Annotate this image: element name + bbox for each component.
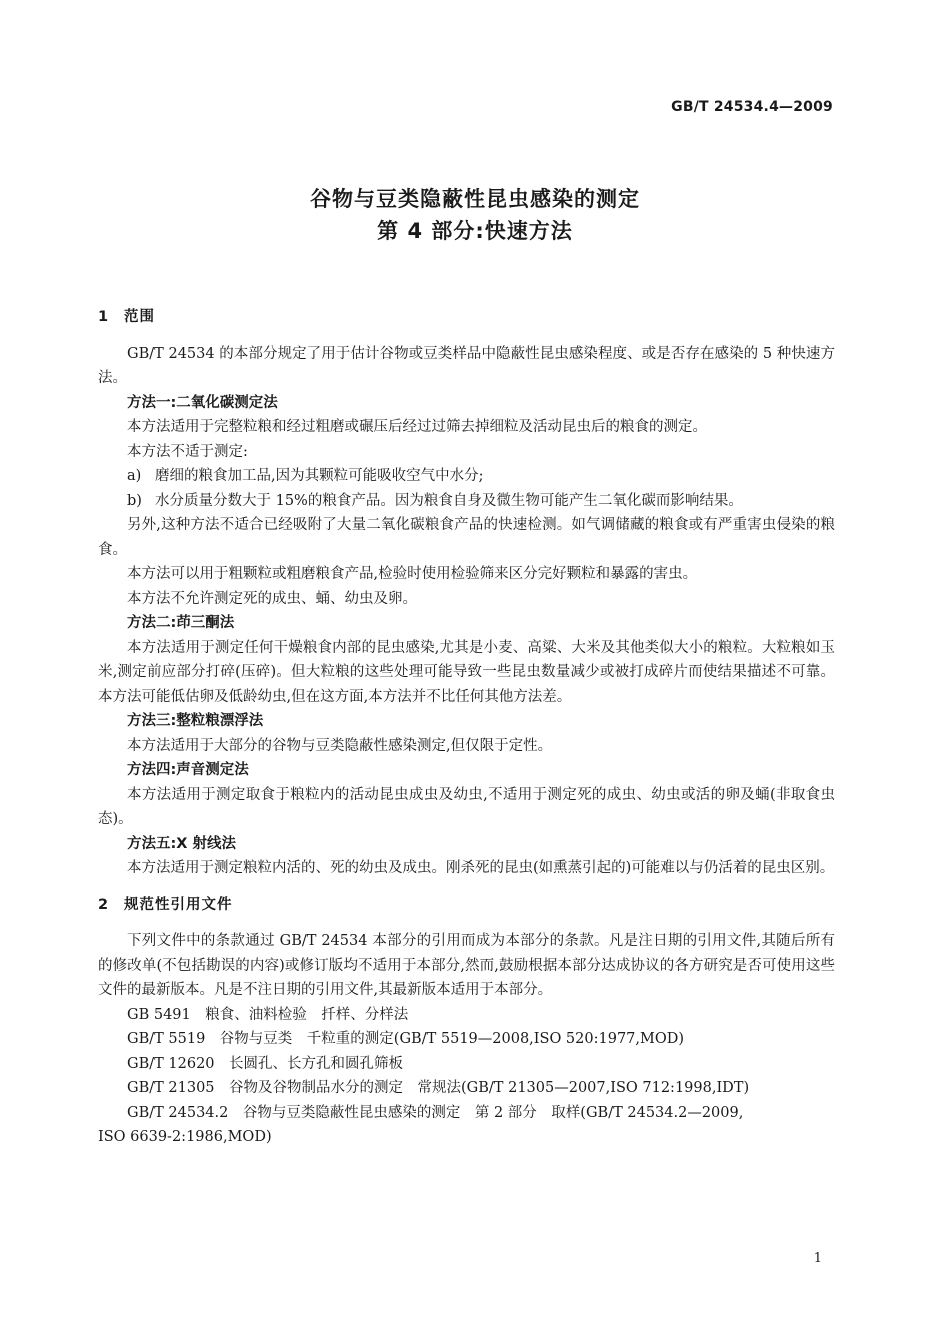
document-body (98, 305, 835, 1150)
normative-refs-intro: 下列文件中的条款通过 GB/T 24534 本部分的引用而成为本部分的条款。凡是注日期的引用文件,其随后所有的修改单(不包括勘误的内容)或修订版均不适用于本部分,然而,鼓励根据本部分达成协议的各方研究是否可使用这些文件的最新版本。凡是不注日期的引用文件,其最新版本适用于本部分。 (98, 933, 835, 998)
reference-item: GB/T 12620 长圆孔、长方孔和圆孔筛板 (127, 1055, 404, 1072)
item-a-text: 磨细的粮食加工品,因为其颗粒可能吸收空气中水分; (155, 468, 484, 484)
section-2-number: 2 (98, 896, 110, 913)
method-1-para-2: 本方法不适于测定: (127, 443, 248, 460)
item-b-text: 水分质量分数大于 15%的粮食产品。因为粮食自身及微生物可能产生二氧化碳而影响结果。 (155, 492, 743, 509)
item-a-marker: a) (127, 468, 142, 484)
method-1-item-b (98, 489, 835, 514)
method-1-para-5: 本方法不允许测定死的成虫、蛹、幼虫及卵。 (127, 590, 417, 607)
document-title (0, 183, 950, 247)
method-4-heading: 方法四:声音测定法 (127, 762, 249, 778)
method-1-item-a (98, 464, 835, 489)
reference-item-multiline (98, 1101, 835, 1150)
method-1-para-3: 另外,这种方法不适合已经吸附了大量二氧化碳粮食产品的快速检测。如气调储藏的粮食或有严重害虫侵染的粮食。 (98, 517, 835, 558)
method-1-heading: 方法一:二氧化碳测定法 (127, 394, 278, 411)
section-1-number: 1 (98, 309, 110, 325)
method-5-para-1: 本方法适用于测定粮粒内活的、死的幼虫及成虫。刚杀死的昆虫(如熏蒸引起的)可能难以与仍活着的昆虫区别。 (127, 860, 835, 876)
section-2-heading (98, 893, 835, 918)
section-1-heading (98, 305, 835, 330)
item-b-marker: b) (127, 492, 142, 509)
reference-item: GB/T 21305 谷物及谷物制品水分的测定 常规法(GB/T 21305—2007,ISO 712:1998,IDT) (127, 1080, 750, 1096)
reference-5-line-2: ISO 6639-2:1986,MOD) (98, 1129, 272, 1145)
method-3-para-1: 本方法适用于大部分的谷物与豆类隐蔽性感染测定,但仅限于定性。 (127, 737, 553, 754)
method-4-para-1: 本方法适用于测定取食于粮粒内的活动昆虫成虫及幼虫,不适用于测定死的成虫、幼虫或活的卵及蛹(非取食虫态)。 (98, 786, 835, 827)
page-number: 1 (813, 1251, 822, 1266)
method-5-heading: 方法五:X 射线法 (127, 835, 237, 852)
standard-code: GB/T 24534.4—2009 (671, 99, 833, 115)
section-2-title: 规范性引用文件 (124, 896, 233, 913)
title-line-2: 第 4 部分:快速方法 (377, 219, 573, 243)
reference-item: GB/T 5519 谷物与豆类 千粒重的测定(GB/T 5519—2008,ISO 520:1977,MOD) (127, 1031, 685, 1047)
section-1-title: 范围 (124, 309, 155, 325)
section-gap (98, 881, 835, 893)
method-1-para-1: 本方法适用于完整粒粮和经过粗磨或碾压后经过过筛去掉细粒及活动昆虫后的粮食的测定。 (127, 419, 707, 435)
method-2-heading: 方法二:茚三酮法 (127, 615, 235, 631)
reference-item: GB 5491 粮食、油料检验 扦样、分样法 (127, 1006, 409, 1023)
title-line-1: 谷物与豆类隐蔽性昆虫感染的测定 (310, 187, 640, 211)
method-3-heading: 方法三:整粒粮漂浮法 (127, 713, 264, 729)
method-2-para-1: 本方法适用于测定任何干燥粮食内部的昆虫感染,尤其是小麦、高粱、大米及其他类似大小的粮粒。大粒粮如玉米,测定前应部分打碎(压碎)。但大粒粮的这些处理可能导致一些昆虫数量减少或被打成碎片而使结果描述不可靠。本方法可能低估卵及低龄幼虫,但在这方面,本方法并不比任何其他方法差。 (98, 639, 835, 705)
method-1-para-4: 本方法可以用于粗颗粒或粗磨粮食产品,检验时使用检验筛来区分完好颗粒和暴露的害虫。 (127, 566, 698, 582)
reference-5-line-1: GB/T 24534.2 谷物与豆类隐蔽性昆虫感染的测定 第 2 部分 取样(GB/T 24534.2—2009, (127, 1104, 744, 1121)
scope-intro: GB/T 24534 的本部分规定了用于估计谷物或豆类样品中隐蔽性昆虫感染程度、或是否存在感染的 5 种快速方法。 (98, 345, 835, 386)
